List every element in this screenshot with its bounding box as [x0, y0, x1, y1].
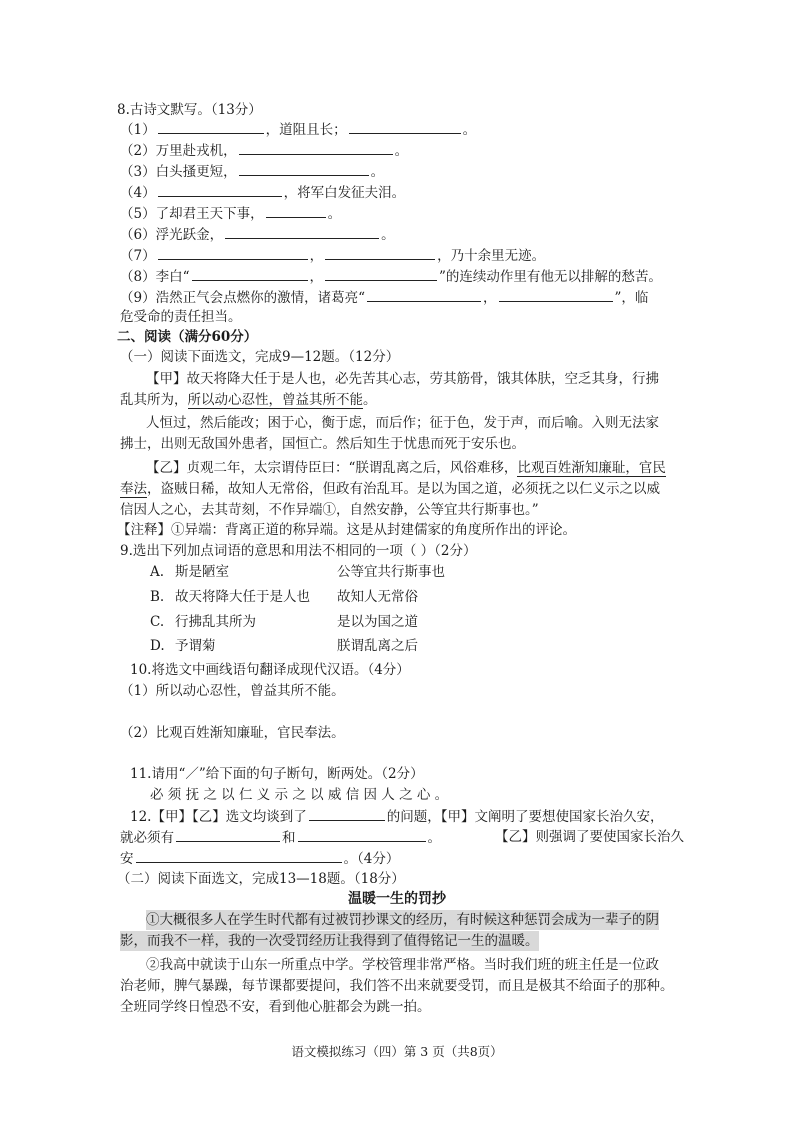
section-2-title: 二、阅读（满分60分） — [117, 329, 258, 345]
passage-jia-line: 人恒过，然后能改；困于心，衡于虑，而后作；征于色，发于声，而后喻。入则无法家 — [146, 415, 659, 431]
q8-item-4: （4） ，将军白发征夫泪。 — [0, 182, 794, 202]
q11-sentence: 必 须 抚 之 以 仁 义 示 之 以 威 信 因 人 之 心 。 — [150, 787, 449, 803]
underlined-sentence: 奉法 — [120, 481, 147, 497]
q11-title: 11.请用“／”给下面的句子断句，断两处。（2分） — [130, 766, 424, 782]
answer-blank[interactable] — [325, 266, 437, 281]
essay-paragraph-2-line: ②我高中就读于山东一所重点中学。学校管理非常严格。当时我们班的班主任是一位政 — [146, 957, 659, 973]
answer-blank[interactable] — [158, 182, 282, 197]
underlined-sentence: 比观百姓渐知廉耻，官民 — [517, 460, 666, 476]
q12-line-3: 安 。（4分） — [0, 848, 794, 868]
answer-blank[interactable] — [158, 119, 264, 134]
passage-yi-line: 信因人之心，去其苛刻，不作异端①，自然安静，公等宜共行斯事也。” — [120, 502, 539, 518]
part-1-title: （一）阅读下面选文，完成9—12题。（12分） — [120, 349, 400, 365]
passage-yi-line: 奉法，盗贼日稀，故知人无常俗，但政有治乱耳。是以为国之道，必须抚之以仁义示之以威 — [120, 481, 660, 497]
answer-blank[interactable] — [225, 224, 379, 239]
q8-item-2: （2）万里赴戎机， 。 — [0, 140, 794, 160]
answer-blank[interactable] — [499, 287, 613, 302]
q12-line-1: 12.【甲】【乙】选文均谈到了 的问题，【甲】文阐明了要想使国家长治久安， — [0, 806, 794, 826]
q10-sentence-1: （1）所以动心忍性，曾益其所不能。 — [120, 683, 345, 699]
page-footer: 语文模拟练习（四）第 3 页（共8页） — [291, 1044, 503, 1059]
q9-option-d[interactable]: D. 予谓菊 朕谓乱离之后 — [150, 638, 418, 654]
q8-item-9-cont: 危受命的责任担当。 — [120, 309, 242, 325]
q8-item-1: （1） ，道阻且长； 。 — [0, 119, 794, 139]
answer-blank[interactable] — [239, 140, 393, 155]
q8-item-6: （6）浮光跃金， 。 — [0, 224, 794, 244]
annotation-note: 【注释】①异端：背离正道的称异端。这是从封建儒家的角度所作出的评论。 — [117, 522, 576, 538]
answer-blank[interactable] — [136, 848, 342, 863]
q9-option-b[interactable]: B. 故天将降大任于是人也 故知人无常俗 — [150, 589, 418, 605]
passage-jia-line: 拂士，出则无敌国外患者，国恒亡。然后知生于忧患而死于安乐也。 — [120, 436, 525, 452]
q8-item-9: （9）浩然正气会点燃你的激情，诸葛亮“ ， ”，临 — [0, 287, 794, 307]
answer-blank[interactable] — [367, 287, 481, 302]
passage-jia-line: 乱其所为，所以动心忍性，曾益其所不能。 — [120, 392, 377, 408]
q10-sentence-2: （2）比观百姓渐知廉耻，官民奉法。 — [120, 725, 345, 741]
answer-blank[interactable] — [309, 806, 385, 821]
q8-item-8: （8）李白“ ， ”的连续动作里有他无以排解的愁苦。 — [0, 266, 794, 286]
passage-jia-line: 【甲】故天将降大任于是人也，必先苦其心志，劳其筋骨，饿其体肤，空乏其身，行拂 — [146, 371, 659, 387]
essay-title: 温暖一生的罚抄 — [348, 891, 446, 907]
q8-title: 8.古诗文默写。（13分） — [117, 102, 262, 118]
q8-item-7: （7） ， ，乃十余里无迹。 — [0, 245, 794, 265]
answer-blank[interactable] — [158, 245, 308, 260]
answer-blank[interactable] — [325, 245, 435, 260]
q10-title: 10.将选文中画线语句翻译成现代汉语。（4分） — [130, 662, 410, 678]
essay-paragraph-2-line: 全班同学终日惶恐不安，看到他心脏都会为跳一拍。 — [120, 999, 431, 1015]
passage-yi-line: 【乙】贞观二年，太宗谓侍臣曰：“朕谓乱离之后，风俗难移，比观百姓渐知廉耻，官民 — [146, 460, 666, 476]
answer-blank[interactable] — [239, 161, 369, 176]
answer-blank[interactable] — [349, 119, 461, 134]
q9-option-a[interactable]: A. 斯是陋室 公等宜共行斯事也 — [150, 564, 445, 580]
q9-option-c[interactable]: C. 行拂乱其所为 是以为国之道 — [150, 614, 418, 630]
answer-blank[interactable] — [192, 266, 308, 281]
answer-blank[interactable] — [266, 203, 326, 218]
answer-blank[interactable] — [176, 827, 280, 842]
q8-item-3: （3）白头搔更短， 。 — [0, 161, 794, 181]
essay-paragraph-1-line: 影，而我不一样，我的一次受罚经历让我得到了值得铭记一生的温暖。 — [120, 933, 539, 949]
essay-paragraph-2-line: 治老师，脾气暴躁，每节课都要提问，我们答不出来就要受罚，而且是极其不给面子的那种。 — [120, 978, 674, 994]
answer-blank[interactable] — [298, 827, 426, 842]
q9-title: 9.选出下列加点词语的意思和用法不相同的一项（ ）（2分） — [120, 543, 477, 559]
q12-line-2: 就必须有 和 。 【乙】则强调了要使国家长治久 — [120, 829, 684, 846]
essay-paragraph-1-line: ①大概很多人在学生时代都有过被罚抄课文的经历，有时候这种惩罚会成为一辈子的阴 — [146, 912, 659, 928]
q8-item-5: （5）了却君王天下事， 。 — [0, 203, 794, 223]
underlined-sentence: 所以动心忍性，曾益其所不能 — [187, 392, 363, 408]
part-2-title: （二）阅读下面选文，完成13—18题。（18分） — [117, 871, 405, 887]
